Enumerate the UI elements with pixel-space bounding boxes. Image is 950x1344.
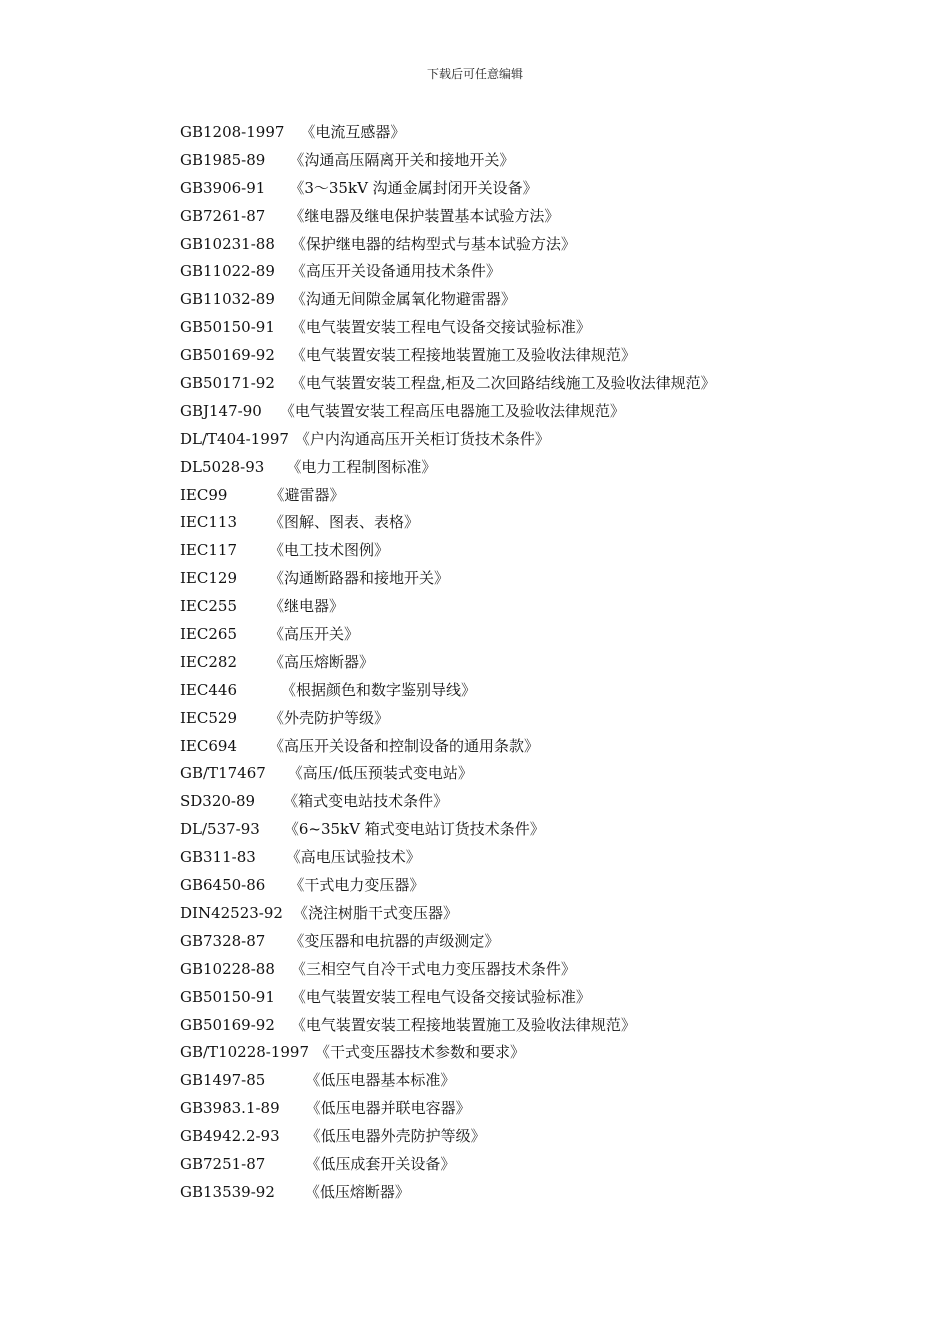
standard-code: IEC129 xyxy=(180,569,237,588)
standard-title: 《电气装置安装工程高压电器施工及验收法律规范》 xyxy=(279,401,625,420)
standard-title: 《电工技术图例》 xyxy=(268,541,389,560)
standard-code: IEC694 xyxy=(180,736,237,755)
standard-title: 《高压/低压预装式变电站》 xyxy=(287,764,473,783)
standard-title: 《电气装置安装工程电气设备交接试验标准》 xyxy=(290,987,591,1006)
standard-title: 《干式电力变压器》 xyxy=(289,876,425,895)
standard-code: GB311-83 xyxy=(180,848,256,867)
standard-code: IEC265 xyxy=(180,625,237,644)
standard-title: 《浇注树脂干式变压器》 xyxy=(292,903,458,922)
standard-title: 《高压开关设备和控制设备的通用条款》 xyxy=(268,736,539,755)
standard-title: 《户内沟通高压开关柜订货技术条件》 xyxy=(294,429,550,448)
standard-code: DL/T404-1997 xyxy=(180,429,289,448)
standard-title: 《沟通无间隙金属氧化物避雷器》 xyxy=(290,290,516,309)
standard-title: 《电气装置安装工程盘,柜及二次回路结线施工及验收法律规范》 xyxy=(290,374,716,393)
standard-code: DL/537-93 xyxy=(180,820,260,839)
standard-code: IEC113 xyxy=(180,513,237,532)
standard-code: IEC255 xyxy=(180,597,237,616)
standard-item xyxy=(180,928,880,956)
standard-item xyxy=(180,900,880,928)
standard-item xyxy=(180,119,880,147)
standard-item xyxy=(180,1123,880,1151)
standard-code: GB50171-92 xyxy=(180,374,275,393)
standard-code: GB1497-85 xyxy=(180,1071,266,1090)
standard-code: GB1208-1997 xyxy=(180,123,285,141)
standard-item xyxy=(180,984,880,1012)
standard-title: 《高压开关设备通用技术条件》 xyxy=(290,262,501,281)
standard-code: IEC529 xyxy=(180,708,237,727)
standard-title: 《外壳防护等级》 xyxy=(268,708,389,727)
standard-code: IEC282 xyxy=(180,652,237,671)
standard-item xyxy=(180,760,880,788)
standard-title: 《低压熔断器》 xyxy=(304,1182,410,1201)
standard-item xyxy=(180,1151,880,1179)
standard-title: 《3～35kV 沟通金属封闭开关设备》 xyxy=(289,178,538,197)
standard-item xyxy=(180,593,880,621)
standard-title: 《三相空气自冷干式电力变压器技术条件》 xyxy=(290,959,576,978)
standard-title: 《电气装置安装工程电气设备交接试验标准》 xyxy=(290,318,591,337)
standard-code: GB7261-87 xyxy=(180,206,266,225)
standard-code: GB7328-87 xyxy=(180,931,266,950)
standard-code: GB6450-86 xyxy=(180,876,266,895)
standard-code: GB7251-87 xyxy=(180,1154,266,1173)
standard-item xyxy=(180,621,880,649)
standard-code: GB13539-92 xyxy=(180,1182,275,1201)
standard-title: 《根据颜色和数字鉴别导线》 xyxy=(280,680,476,699)
standard-item xyxy=(180,956,880,984)
standard-item xyxy=(180,677,880,705)
standard-code: GB50150-91 xyxy=(180,987,275,1006)
standard-code: GB50150-91 xyxy=(180,318,275,337)
standard-title: 《低压电器基本标准》 xyxy=(305,1071,456,1090)
standard-code: GB/T10228-1997 xyxy=(180,1043,310,1062)
standard-title: 《变压器和电抗器的声级测定》 xyxy=(289,931,500,950)
standard-title: 《干式变压器技术参数和要求》 xyxy=(315,1043,526,1062)
standard-code: IEC117 xyxy=(180,541,237,560)
standard-item xyxy=(180,231,880,259)
standard-title: 《电气装置安装工程接地装置施工及验收法律规范》 xyxy=(290,346,636,365)
standard-item xyxy=(180,1095,880,1123)
standard-title: 《沟通高压隔离开关和接地开关》 xyxy=(289,150,515,169)
standard-title: 《继电器及继电保护装置基本试验方法》 xyxy=(289,206,560,225)
standard-code: GB4942.2-93 xyxy=(180,1127,280,1146)
standard-code: GB11032-89 xyxy=(180,290,275,309)
standard-item xyxy=(180,872,880,900)
standard-item xyxy=(180,314,880,342)
standard-title: 《箱式变电站技术条件》 xyxy=(283,792,449,811)
standard-title: 《电气装置安装工程接地装置施工及验收法律规范》 xyxy=(290,1015,636,1034)
standard-item xyxy=(180,342,880,370)
standard-title: 《低压电器并联电容器》 xyxy=(305,1099,471,1118)
standard-title: 《6~35kV 箱式变电站订货技术条件》 xyxy=(283,820,545,839)
standard-item xyxy=(180,1179,880,1207)
standard-item xyxy=(180,816,880,844)
standard-item xyxy=(180,426,880,454)
standard-item xyxy=(180,565,880,593)
standard-title: 《高电压试验技术》 xyxy=(285,848,421,867)
standard-title: 《避雷器》 xyxy=(269,485,345,504)
standard-item xyxy=(180,370,880,398)
standard-item xyxy=(180,286,880,314)
standard-item xyxy=(180,509,880,537)
standard-item xyxy=(180,203,880,231)
standard-code: GB3983.1-89 xyxy=(180,1099,280,1118)
standard-item xyxy=(180,398,880,426)
standard-title: 《图解、图表、表格》 xyxy=(268,513,419,532)
standard-item xyxy=(180,649,880,677)
standard-title: 《低压电器外壳防护等级》 xyxy=(305,1127,486,1146)
standard-code: GB10228-88 xyxy=(180,959,275,978)
standard-item xyxy=(180,258,880,286)
standard-item xyxy=(180,147,880,175)
standard-code: GBJ147-90 xyxy=(180,401,262,420)
standard-item xyxy=(180,1067,880,1095)
standard-item xyxy=(180,788,880,816)
standards-list xyxy=(180,119,880,1207)
standard-item xyxy=(180,705,880,733)
standard-item xyxy=(180,1039,880,1067)
page-header: 下载后可任意编辑 xyxy=(426,67,523,81)
standard-code: GB3906-91 xyxy=(180,178,266,197)
standard-title: 《继电器》 xyxy=(268,597,344,616)
standard-code: GB11022-89 xyxy=(180,262,275,281)
standard-code: IEC99 xyxy=(180,485,228,504)
standard-code: SD320-89 xyxy=(180,792,256,811)
standard-item xyxy=(180,482,880,510)
standard-title: 《电流互感器》 xyxy=(300,123,406,141)
standard-code: GB/T17467 xyxy=(180,764,266,783)
standard-code: GB50169-92 xyxy=(180,346,275,365)
standard-code: DIN42523-92 xyxy=(180,903,283,922)
standard-code: DL5028-93 xyxy=(180,457,265,476)
standard-item xyxy=(180,537,880,565)
standard-item xyxy=(180,844,880,872)
standard-code: GB50169-92 xyxy=(180,1015,275,1034)
standard-code: GB1985-89 xyxy=(180,150,266,169)
standard-title: 《高压熔断器》 xyxy=(268,652,374,671)
standard-item xyxy=(180,175,880,203)
standard-code: IEC446 xyxy=(180,680,237,699)
standard-code: GB10231-88 xyxy=(180,234,275,253)
standard-title: 《电力工程制图标准》 xyxy=(286,457,437,476)
standard-item xyxy=(180,1012,880,1040)
standard-title: 《沟通断路器和接地开关》 xyxy=(268,569,449,588)
standard-item xyxy=(180,454,880,482)
standard-item xyxy=(180,733,880,761)
standard-title: 《高压开关》 xyxy=(268,625,359,644)
standard-title: 《低压成套开关设备》 xyxy=(305,1154,456,1173)
standard-title: 《保护继电器的结构型式与基本试验方法》 xyxy=(290,234,576,253)
